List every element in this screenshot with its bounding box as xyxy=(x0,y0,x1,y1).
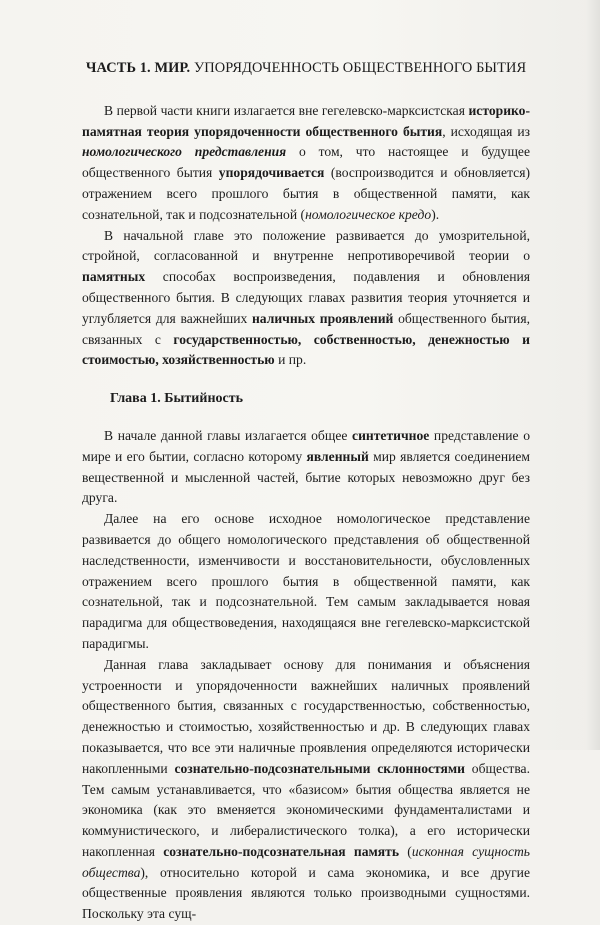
part-title: УПОРЯДОЧЕННОСТЬ ОБЩЕСТВЕННОГО БЫТИЯ xyxy=(193,60,527,76)
intro-paragraph-1: В первой части книги излагается вне гегелевско-марксистская историко-памятная теория упорядоченности общественного бытия, исходящая из номологического представления о том, что настоящее и будущее общественного бытия упорядочивается (воспроизводится и обновляется) отражением всего прошлого бытия в общественной памяти, как сознательной, так и подсознательной (номологическое кредо). xyxy=(82,102,531,222)
chapter-paragraph-2: Далее на его основе исходное номологическое представление развивается до общего номологического представления об общественной наследственности, изменчивости и восстановительности, обусловленных отражением всего прошлого бытия в общественной памяти, как сознательной, так и подсознательной. Тем самым закладывается новая парадигма для обществоведения, находящаяся вне гегелевско-марксистской парадигмы. xyxy=(82,511,530,651)
part-heading xyxy=(82,58,530,79)
page-content xyxy=(82,58,530,925)
chapter-paragraph-1: В начале данной главы излагается общее синтетичное представление о мире и его бытии, согласно которому явленный мир является соединением вещественной и мысленной частей, бытие которых невозможно друг без друга. xyxy=(82,427,531,506)
part-label: ЧАСТЬ 1. МИР. xyxy=(85,60,191,76)
chapter-paragraph-3: Данная глава закладывает основу для понимания и объяснения устроенности и упорядоченности важнейших наличных проявлений общественного бытия, связанных с государственностью, собственностью, денежностью и стоимостью, хозяйственностью и др. В следующих главах показывается, что все эти наличные проявления определяются исторически накопленными сознательно-подсознательными склонностями общества. Тем самым устанавливается, что «базисом» бытия общества является не экономика (как это вменяется экономическими фундаменталистами и коммунистического, и либералистического толка), а его исторически накопленная сознательно-подсознательная память (исконная сущность общества), относительно которой и сама экономика, и все другие общественные проявления являются только производными сущностями. Поскольку эта сущ- xyxy=(82,656,530,922)
page-edge-shadow xyxy=(586,0,600,750)
intro-paragraph-2: В начальной главе это положение развивается до умозрительной, стройной, согласованной и внутренне непротиворечивой теории о памятных способах воспроизведения, подавления и обновления общественного бытия. В следующих главах развития теория уточняется и углубляется для важнейших наличных проявлений общественного бытия, связанных с государственностью, собственностью, денежностью и стоимостью, хозяйственностью и пр. xyxy=(82,227,530,368)
chapter-heading: Глава 1. Бытийность xyxy=(110,391,243,407)
